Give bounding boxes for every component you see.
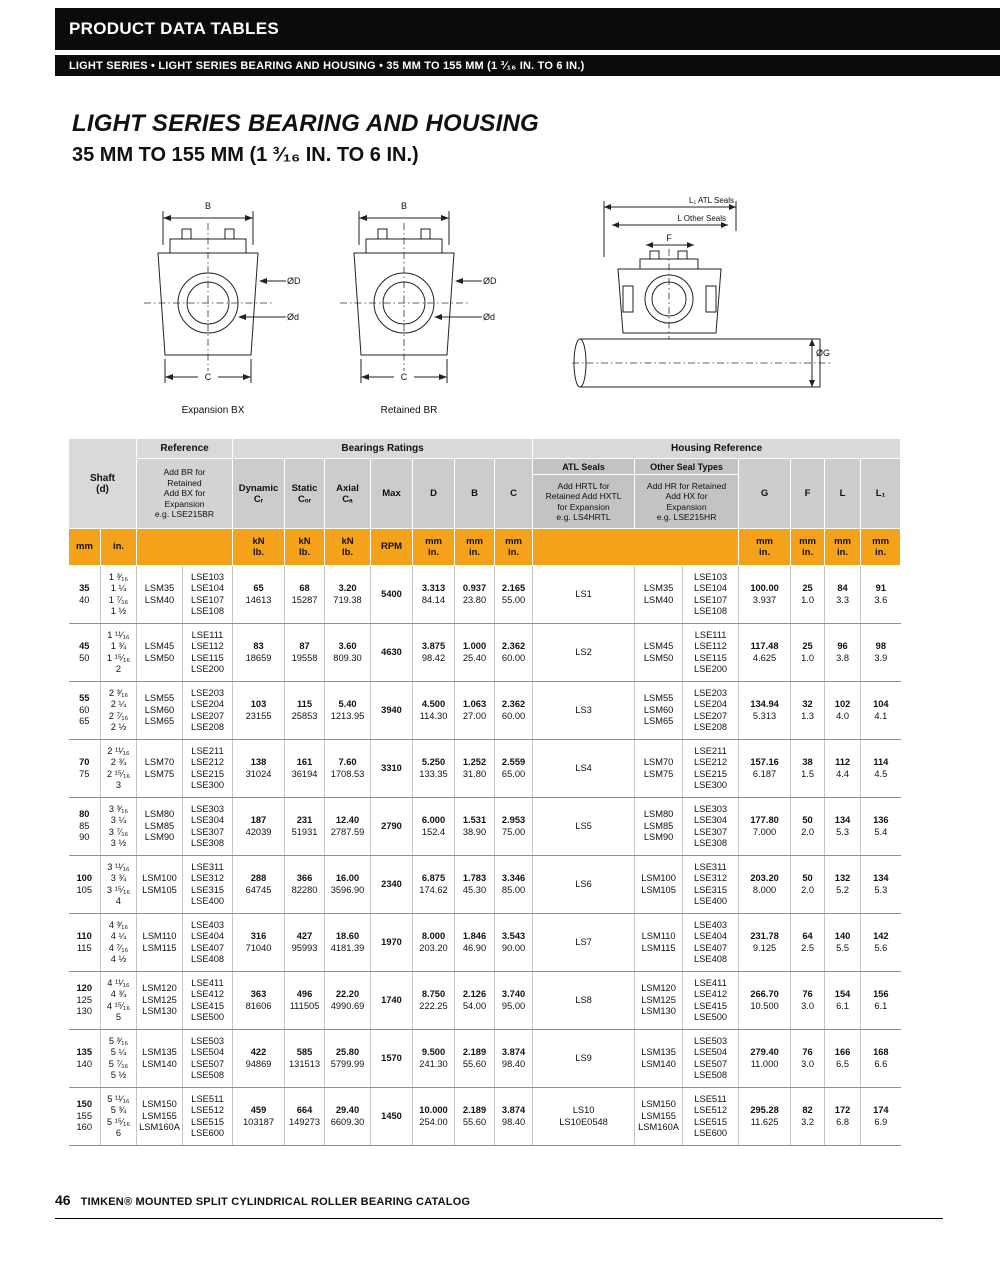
cell-l1: 142 5.6	[861, 914, 901, 972]
cell-dynamic: 363 81606	[233, 972, 285, 1030]
cell-l: 102 4.0	[825, 682, 861, 740]
cell-atl: LS1	[533, 566, 635, 624]
figure-housing-seals	[566, 193, 836, 403]
cell-b: 1.846 46.90	[455, 914, 495, 972]
cell-axial: 7.60 1708.53	[325, 740, 371, 798]
cell-atl: LS7	[533, 914, 635, 972]
cell-lse: LSE103 LSE104 LSE107 LSE108	[183, 566, 233, 624]
cell-static: 161 36194	[285, 740, 325, 798]
cell-c: 2.953 75.00	[495, 798, 533, 856]
cell-l1: 91 3.6	[861, 566, 901, 624]
cell-g: 117.48 4.625	[739, 624, 791, 682]
cell-l: 96 3.8	[825, 624, 861, 682]
cell-b: 1.000 25.40	[455, 624, 495, 682]
cell-static: 68 15287	[285, 566, 325, 624]
cell-d: 4.500 114.30	[413, 682, 455, 740]
cell-l1: 114 4.5	[861, 740, 901, 798]
cell-l1: 136 5.4	[861, 798, 901, 856]
cell-mm: 120 125 130	[69, 972, 101, 1030]
units-kn-lb: kN lb.	[233, 529, 285, 566]
cell-static: 115 25853	[285, 682, 325, 740]
cell-g: 279.40 11.000	[739, 1030, 791, 1088]
cell-lse: LSE203 LSE204 LSE207 LSE208	[183, 682, 233, 740]
cell-l1: 98 3.9	[861, 624, 901, 682]
cell-h_lse: LSE203 LSE204 LSE207 LSE208	[683, 682, 739, 740]
cell-axial: 3.60 809.30	[325, 624, 371, 682]
cell-lse: LSE211 LSE212 LSE215 LSE300	[183, 740, 233, 798]
cell-h_lse: LSE111 LSE112 LSE115 LSE200	[683, 624, 739, 682]
col-header-shaft: Shaft (d)	[69, 439, 137, 529]
page-subtitle: 35 MM TO 155 MM (1 ³⁄₁₆ IN. TO 6 IN.)	[72, 144, 419, 166]
units-mm-in: mm in.	[825, 529, 861, 566]
cell-h_lsm: LSM120 LSM125 LSM130	[635, 972, 683, 1030]
col-header-atl-seals: ATL Seals	[533, 459, 635, 475]
col-group-bearings-ratings: Bearings Ratings	[233, 439, 533, 459]
cell-h_lse: LSE403 LSE404 LSE407 LSE408	[683, 914, 739, 972]
table-row	[69, 624, 901, 682]
cell-d: 10.000 254.00	[413, 1088, 455, 1146]
cell-l: 112 4.4	[825, 740, 861, 798]
cell-lse: LSE511 LSE512 LSE515 LSE600	[183, 1088, 233, 1146]
table-row	[69, 972, 901, 1030]
col-header-axial: Axial Cₐ	[325, 459, 371, 529]
cell-in: 3 ¹¹⁄₁₆ 3 ¾ 3 ¹⁵⁄₁₆ 4	[101, 856, 137, 914]
figure-caption-retained: Retained BR	[380, 405, 438, 416]
cell-g: 231.78 9.125	[739, 914, 791, 972]
cell-dynamic: 65 14613	[233, 566, 285, 624]
cell-atl: LS3	[533, 682, 635, 740]
cell-mm: 80 85 90	[69, 798, 101, 856]
cell-h_lsm: LSM110 LSM115	[635, 914, 683, 972]
col-header-reference-note: Add BR for Retained Add BX for Expansion e.g. LSE215BR	[137, 459, 233, 529]
table-row	[69, 1030, 901, 1088]
table-row	[69, 740, 901, 798]
units-kn-lb: kN lb.	[325, 529, 371, 566]
dim-label-l-other: L Other Seals	[677, 214, 726, 223]
units-mm-in: mm in.	[861, 529, 901, 566]
cell-atl: LS2	[533, 624, 635, 682]
cell-mm: 150 155 160	[69, 1088, 101, 1146]
cell-lse: LSE111 LSE112 LSE115 LSE200	[183, 624, 233, 682]
units-row	[69, 529, 901, 566]
cell-h_lse: LSE311 LSE312 LSE315 LSE400	[683, 856, 739, 914]
units-mm-in: mm in.	[455, 529, 495, 566]
col-header-g: G	[739, 459, 791, 529]
cell-mm: 110 115	[69, 914, 101, 972]
cell-static: 585 131513	[285, 1030, 325, 1088]
cell-f: 25 1.0	[791, 566, 825, 624]
dim-label-bore-dia: Ød	[287, 312, 300, 322]
table-row	[69, 566, 901, 624]
cell-lsm: LSM55 LSM60 LSM65	[137, 682, 183, 740]
col-group-reference: Reference	[137, 439, 233, 459]
units-kn-lb: kN lb.	[285, 529, 325, 566]
cell-in: 2 ¹¹⁄₁₆ 2 ¾ 2 ¹⁵⁄₁₆ 3	[101, 740, 137, 798]
cell-mm: 45 50	[69, 624, 101, 682]
cell-static: 664 149273	[285, 1088, 325, 1146]
cell-f: 50 2.0	[791, 798, 825, 856]
cell-dynamic: 422 94869	[233, 1030, 285, 1088]
cell-b: 2.189 55.60	[455, 1030, 495, 1088]
cell-d: 5.250 133.35	[413, 740, 455, 798]
cell-rpm: 4630	[371, 624, 413, 682]
cell-static: 496 111505	[285, 972, 325, 1030]
cell-rpm: 3940	[371, 682, 413, 740]
col-header-l1: L₁	[861, 459, 901, 529]
cell-f: 82 3.2	[791, 1088, 825, 1146]
cell-h_lsm: LSM45 LSM50	[635, 624, 683, 682]
cell-l: 134 5.3	[825, 798, 861, 856]
cell-b: 2.189 55.60	[455, 1088, 495, 1146]
cell-h_lse: LSE303 LSE304 LSE307 LSE308	[683, 798, 739, 856]
units-blank-seals	[533, 529, 739, 566]
col-header-c: C	[495, 459, 533, 529]
cell-atl: LS8	[533, 972, 635, 1030]
cell-b: 1.783 45.30	[455, 856, 495, 914]
cell-axial: 3.20 719.38	[325, 566, 371, 624]
cell-c: 2.362 60.00	[495, 682, 533, 740]
cell-dynamic: 288 64745	[233, 856, 285, 914]
cell-c: 3.874 98.40	[495, 1088, 533, 1146]
breadcrumb-bar	[55, 55, 1000, 76]
col-header-f: F	[791, 459, 825, 529]
cell-b: 0.937 23.80	[455, 566, 495, 624]
cell-lse: LSE503 LSE504 LSE507 LSE508	[183, 1030, 233, 1088]
figure-caption-expansion: Expansion BX	[181, 405, 245, 416]
cell-axial: 16.00 3596.90	[325, 856, 371, 914]
cell-in: 4 ¹¹⁄₁₆ 4 ¾ 4 ¹⁵⁄₁₆ 5	[101, 972, 137, 1030]
cell-l: 166 6.5	[825, 1030, 861, 1088]
cell-b: 1.531 38.90	[455, 798, 495, 856]
page-number: 46	[55, 1192, 71, 1208]
housing-seal-diagram	[566, 193, 836, 403]
col-header-other-note: Add HR for Retained Add HX for Expansion e.g. LSE215HR	[635, 475, 739, 529]
product-data-table	[68, 438, 901, 1146]
cell-atl: LS10 LS10E0548	[533, 1088, 635, 1146]
dim-label-outer-dia: ØD	[483, 276, 497, 286]
cell-axial: 18.60 4181.39	[325, 914, 371, 972]
table-row	[69, 914, 901, 972]
cell-l1: 104 4.1	[861, 682, 901, 740]
diagram-row	[118, 193, 1000, 416]
cell-mm: 135 140	[69, 1030, 101, 1088]
cell-g: 295.28 11.625	[739, 1088, 791, 1146]
cell-f: 76 3.0	[791, 972, 825, 1030]
cell-c: 3.740 95.00	[495, 972, 533, 1030]
dim-label-l1-atl: L₁ ATL Seals	[689, 196, 734, 205]
cell-dynamic: 187 42039	[233, 798, 285, 856]
cell-d: 6.875 174.62	[413, 856, 455, 914]
table-row	[69, 1088, 901, 1146]
page-footer	[55, 1192, 943, 1219]
cell-static: 427 95993	[285, 914, 325, 972]
cell-atl: LS6	[533, 856, 635, 914]
cell-axial: 12.40 2787.59	[325, 798, 371, 856]
cell-in: 5 ³⁄₁₆ 5 ¼ 5 ⁷⁄₁₆ 5 ½	[101, 1030, 137, 1088]
cell-f: 32 1.3	[791, 682, 825, 740]
cell-lsm: LSM150 LSM155 LSM160A	[137, 1088, 183, 1146]
cell-b: 1.063 27.00	[455, 682, 495, 740]
units-mm-in: mm in.	[413, 529, 455, 566]
cell-d: 3.875 98.42	[413, 624, 455, 682]
cell-lse: LSE411 LSE412 LSE415 LSE500	[183, 972, 233, 1030]
dim-label-outer-dia: ØD	[287, 276, 301, 286]
cell-in: 3 ³⁄₁₆ 3 ¼ 3 ⁷⁄₁₆ 3 ½	[101, 798, 137, 856]
dim-label-c: C	[204, 372, 212, 382]
dim-label-f: F	[666, 233, 672, 243]
units-mm-in: mm in.	[791, 529, 825, 566]
cell-in: 4 ³⁄₁₆ 4 ¼ 4 ⁷⁄₁₆ 4 ½	[101, 914, 137, 972]
cell-b: 1.252 31.80	[455, 740, 495, 798]
figure-expansion	[118, 193, 308, 416]
cell-axial: 29.40 6609.30	[325, 1088, 371, 1146]
cell-static: 231 51931	[285, 798, 325, 856]
cell-l: 172 6.8	[825, 1088, 861, 1146]
cell-f: 38 1.5	[791, 740, 825, 798]
dim-label-bore-dia: Ød	[483, 312, 496, 322]
cell-lse: LSE403 LSE404 LSE407 LSE408	[183, 914, 233, 972]
cell-atl: LS9	[533, 1030, 635, 1088]
cell-rpm: 1450	[371, 1088, 413, 1146]
cell-lsm: LSM35 LSM40	[137, 566, 183, 624]
cell-dynamic: 459 103187	[233, 1088, 285, 1146]
cell-rpm: 1740	[371, 972, 413, 1030]
units-rpm: RPM	[371, 529, 413, 566]
cell-h_lsm: LSM100 LSM105	[635, 856, 683, 914]
cell-lse: LSE303 LSE304 LSE307 LSE308	[183, 798, 233, 856]
units-mm-in: mm in.	[495, 529, 533, 566]
col-header-l: L	[825, 459, 861, 529]
expansion-bearing-diagram	[118, 193, 308, 403]
cell-c: 3.543 90.00	[495, 914, 533, 972]
cell-mm: 70 75	[69, 740, 101, 798]
cell-in: 1 ³⁄₁₆ 1 ¼ 1 ⁷⁄₁₆ 1 ½	[101, 566, 137, 624]
cell-lsm: LSM135 LSM140	[137, 1030, 183, 1088]
dim-label-g-dia: ØG	[816, 348, 831, 358]
cell-l: 132 5.2	[825, 856, 861, 914]
cell-axial: 25.80 5799.99	[325, 1030, 371, 1088]
figure-retained	[314, 193, 504, 416]
cell-rpm: 2790	[371, 798, 413, 856]
cell-l: 140 5.5	[825, 914, 861, 972]
cell-lsm: LSM80 LSM85 LSM90	[137, 798, 183, 856]
col-header-other-seal-types: Other Seal Types	[635, 459, 739, 475]
table-body	[69, 566, 901, 1146]
cell-b: 2.126 54.00	[455, 972, 495, 1030]
cell-h_lse: LSE503 LSE504 LSE507 LSE508	[683, 1030, 739, 1088]
cell-rpm: 5400	[371, 566, 413, 624]
cell-lsm: LSM45 LSM50	[137, 624, 183, 682]
cell-h_lse: LSE511 LSE512 LSE515 LSE600	[683, 1088, 739, 1146]
cell-lsm: LSM100 LSM105	[137, 856, 183, 914]
page-kicker-bar	[55, 8, 1000, 50]
cell-rpm: 2340	[371, 856, 413, 914]
col-header-d: D	[413, 459, 455, 529]
cell-f: 64 2.5	[791, 914, 825, 972]
cell-c: 3.346 85.00	[495, 856, 533, 914]
cell-l1: 168 6.6	[861, 1030, 901, 1088]
cell-h_lsm: LSM150 LSM155 LSM160A	[635, 1088, 683, 1146]
cell-c: 2.165 55.00	[495, 566, 533, 624]
cell-dynamic: 138 31024	[233, 740, 285, 798]
cell-axial: 22.20 4990.69	[325, 972, 371, 1030]
cell-dynamic: 83 18659	[233, 624, 285, 682]
cell-lse: LSE311 LSE312 LSE315 LSE400	[183, 856, 233, 914]
cell-static: 87 19558	[285, 624, 325, 682]
cell-f: 50 2.0	[791, 856, 825, 914]
cell-g: 134.94 5.313	[739, 682, 791, 740]
table-row	[69, 682, 901, 740]
units-mm: mm	[69, 529, 101, 566]
cell-lsm: LSM110 LSM115	[137, 914, 183, 972]
table-header	[69, 439, 901, 566]
cell-h_lsm: LSM70 LSM75	[635, 740, 683, 798]
cell-g: 203.20 8.000	[739, 856, 791, 914]
col-header-atl-note: Add HRTL for Retained Add HXTL for Expansion e.g. LS4HRTL	[533, 475, 635, 529]
cell-in: 1 ¹¹⁄₁₆ 1 ¾ 1 ¹⁵⁄₁₆ 2	[101, 624, 137, 682]
cell-g: 266.70 10.500	[739, 972, 791, 1030]
col-header-static: Static Cₒᵣ	[285, 459, 325, 529]
footer-text: TIMKEN® MOUNTED SPLIT CYLINDRICAL ROLLER BEARING CATALOG	[80, 1196, 471, 1208]
units-blank-reference	[137, 529, 233, 566]
cell-in: 2 ³⁄₁₆ 2 ¼ 2 ⁷⁄₁₆ 2 ½	[101, 682, 137, 740]
cell-mm: 35 40	[69, 566, 101, 624]
cell-dynamic: 103 23155	[233, 682, 285, 740]
cell-static: 366 82280	[285, 856, 325, 914]
title-block	[72, 110, 1000, 167]
cell-l: 154 6.1	[825, 972, 861, 1030]
cell-l1: 134 5.3	[861, 856, 901, 914]
dim-label-c: C	[400, 372, 408, 382]
cell-h_lsm: LSM55 LSM60 LSM65	[635, 682, 683, 740]
table-section	[68, 438, 1000, 1146]
retained-bearing-diagram	[314, 193, 504, 403]
cell-d: 6.000 152.4	[413, 798, 455, 856]
cell-g: 100.00 3.937	[739, 566, 791, 624]
cell-atl: LS5	[533, 798, 635, 856]
page-kicker: PRODUCT DATA TABLES	[69, 19, 279, 38]
cell-l1: 156 6.1	[861, 972, 901, 1030]
dim-label-b: B	[400, 201, 408, 211]
cell-lsm: LSM70 LSM75	[137, 740, 183, 798]
units-in: in.	[101, 529, 137, 566]
cell-f: 76 3.0	[791, 1030, 825, 1088]
cell-g: 177.80 7.000	[739, 798, 791, 856]
cell-c: 2.362 60.00	[495, 624, 533, 682]
cell-d: 9.500 241.30	[413, 1030, 455, 1088]
col-header-max: Max	[371, 459, 413, 529]
cell-axial: 5.40 1213.95	[325, 682, 371, 740]
cell-d: 8.750 222.25	[413, 972, 455, 1030]
cell-l1: 174 6.9	[861, 1088, 901, 1146]
breadcrumb: LIGHT SERIES • LIGHT SERIES BEARING AND HOUSING • 35 MM TO 155 MM (1 ³⁄₁₆ IN. TO 6 IN.)	[69, 59, 585, 72]
cell-lsm: LSM120 LSM125 LSM130	[137, 972, 183, 1030]
table-row	[69, 856, 901, 914]
units-mm-in: mm in.	[739, 529, 791, 566]
cell-d: 3.313 84.14	[413, 566, 455, 624]
cell-atl: LS4	[533, 740, 635, 798]
cell-g: 157.16 6.187	[739, 740, 791, 798]
cell-h_lse: LSE211 LSE212 LSE215 LSE300	[683, 740, 739, 798]
cell-f: 25 1.0	[791, 624, 825, 682]
cell-mm: 55 60 65	[69, 682, 101, 740]
cell-h_lsm: LSM35 LSM40	[635, 566, 683, 624]
cell-l: 84 3.3	[825, 566, 861, 624]
table-row	[69, 798, 901, 856]
cell-in: 5 ¹¹⁄₁₆ 5 ¾ 5 ¹⁵⁄₁₆ 6	[101, 1088, 137, 1146]
cell-h_lsm: LSM80 LSM85 LSM90	[635, 798, 683, 856]
cell-rpm: 1570	[371, 1030, 413, 1088]
cell-mm: 100 105	[69, 856, 101, 914]
cell-d: 8.000 203.20	[413, 914, 455, 972]
cell-c: 2.559 65.00	[495, 740, 533, 798]
cell-h_lse: LSE103 LSE104 LSE107 LSE108	[683, 566, 739, 624]
cell-dynamic: 316 71040	[233, 914, 285, 972]
col-group-housing-reference: Housing Reference	[533, 439, 901, 459]
cell-h_lse: LSE411 LSE412 LSE415 LSE500	[683, 972, 739, 1030]
cell-rpm: 1970	[371, 914, 413, 972]
dim-label-b: B	[204, 201, 212, 211]
col-header-b: B	[455, 459, 495, 529]
cell-rpm: 3310	[371, 740, 413, 798]
page-title: LIGHT SERIES BEARING AND HOUSING	[72, 110, 539, 137]
cell-h_lsm: LSM135 LSM140	[635, 1030, 683, 1088]
col-header-dynamic: Dynamic Cᵣ	[233, 459, 285, 529]
cell-c: 3.874 98.40	[495, 1030, 533, 1088]
